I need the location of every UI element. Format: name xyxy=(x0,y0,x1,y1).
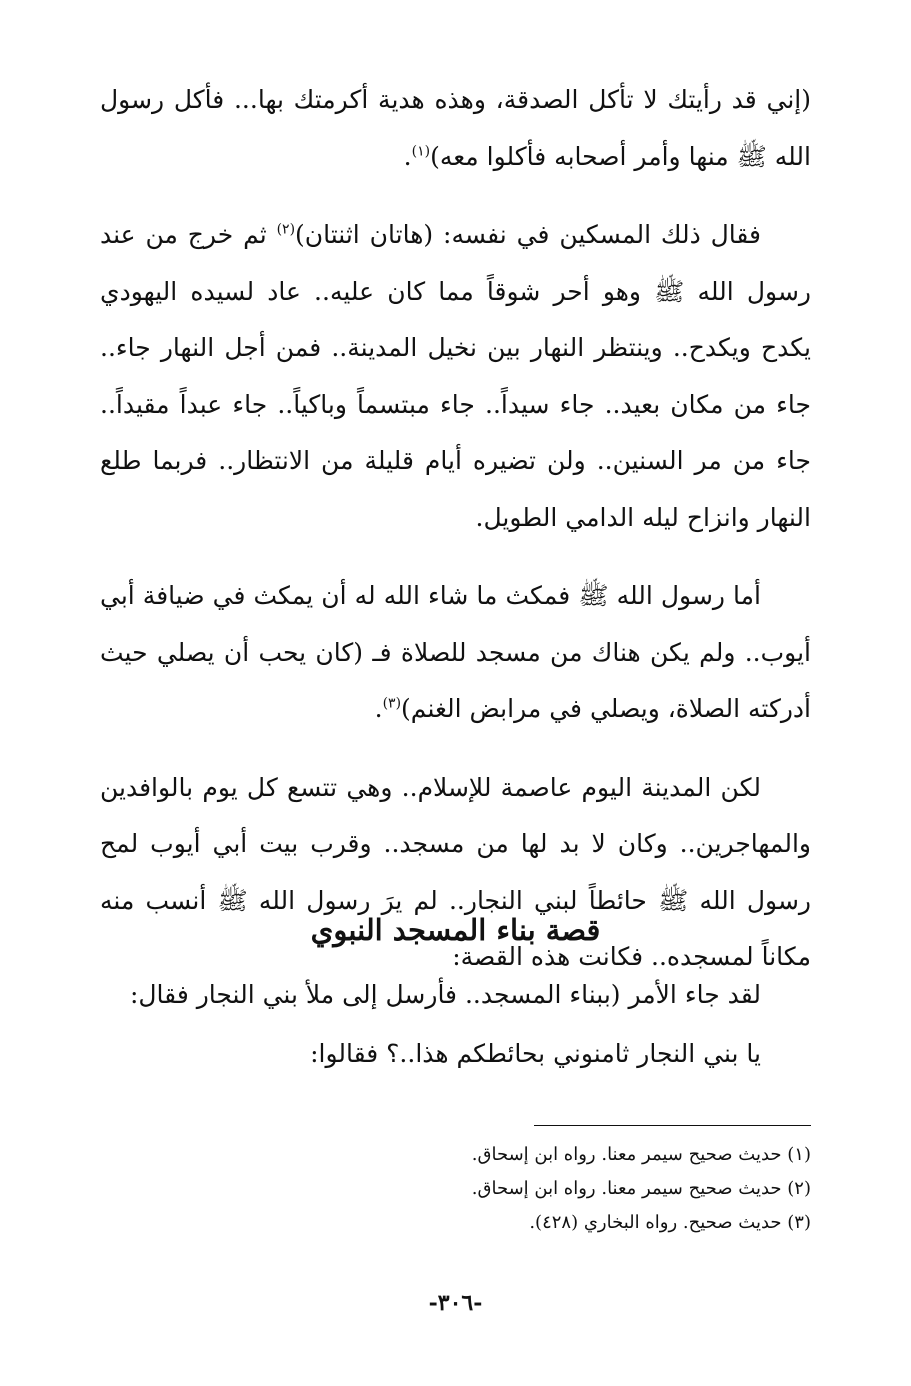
paragraph-1: (إني قد رأيتك لا تأكل الصدقة، وهذه هدية أكرمتك بها... فأكل رسول الله ﷺ منها وأمر أصحابه فأكلوا معه)$^{(١)}$. xyxy=(100,85,811,171)
section-line-1: لقد جاء الأمر (ببناء المسجد.. فأرسل إلى ملأ بني النجار فقال: xyxy=(129,980,761,1009)
footnotes xyxy=(100,1138,811,1240)
section-text xyxy=(100,965,811,1083)
paragraph-3: أما رسول الله ﷺ فمكث ما شاء الله له أن يمكث في ضيافة أبي أيوب.. ولم يكن هناك من مسجد للصلاة فـ (كان يحب أن يصلي حيث أدركته الصلاة، ويصلي في مرابض الغنم)$^{(٣)}$. xyxy=(100,581,811,723)
footnote-3: (٣) حديث صحيح. رواه البخاري (٤٢٨). xyxy=(529,1212,811,1233)
section-line-2: يا بني النجار ثامنوني بحائطكم هذا..؟ فقالوا: xyxy=(310,1039,761,1068)
footnote-ref-3: (٣) xyxy=(382,695,402,712)
section-heading: قصة بناء المسجد النبوي xyxy=(310,913,601,947)
page-number: -٣٠٦- xyxy=(428,1290,483,1316)
footnote-2: (٢) حديث صحيح سيمر معنا. رواه ابن إسحاق. xyxy=(471,1178,811,1199)
footnote-divider xyxy=(534,1125,811,1126)
paragraph-2: فقال ذلك المسكين في نفسه: (هاتان اثنتان)$^{(٢)}$ ثم خرج من عند رسول الله ﷺ وهو أحر شوقاً مما كان عليه.. عاد لسيده اليهودي يكدح ويكدح.. وينتظر النهار بين نخيل المدينة.. فمن أجل النهار جاء.. جاء من مكان بعيد.. جاء سيداً.. جاء مبتسماً وباكياً.. جاء عبداً مقيداً.. جاء من مر السنين.. ولن تضيره أيام قليلة من الانتظار.. فربما طلع النهار وانزاح ليله الدامي الطويل. xyxy=(100,220,811,532)
footnote-1: (١) حديث صحيح سيمر معنا. رواه ابن إسحاق. xyxy=(471,1144,811,1165)
footnote-ref-2: (٢) xyxy=(276,221,296,238)
paragraph-4: لكن المدينة اليوم عاصمة للإسلام.. وهي تتسع كل يوم بالوافدين والمهاجرين.. وكان لا بد لها من مسجد.. وقرب بيت أبي أيوب لمح رسول الله ﷺ حائطاً لبني النجار.. لم يرَ رسول الله ﷺ أنسب منه مكاناً لمسجده.. فكانت هذه القصة: xyxy=(100,772,811,971)
footnote-ref-1: (١) xyxy=(411,143,431,160)
main-text xyxy=(100,72,811,1008)
